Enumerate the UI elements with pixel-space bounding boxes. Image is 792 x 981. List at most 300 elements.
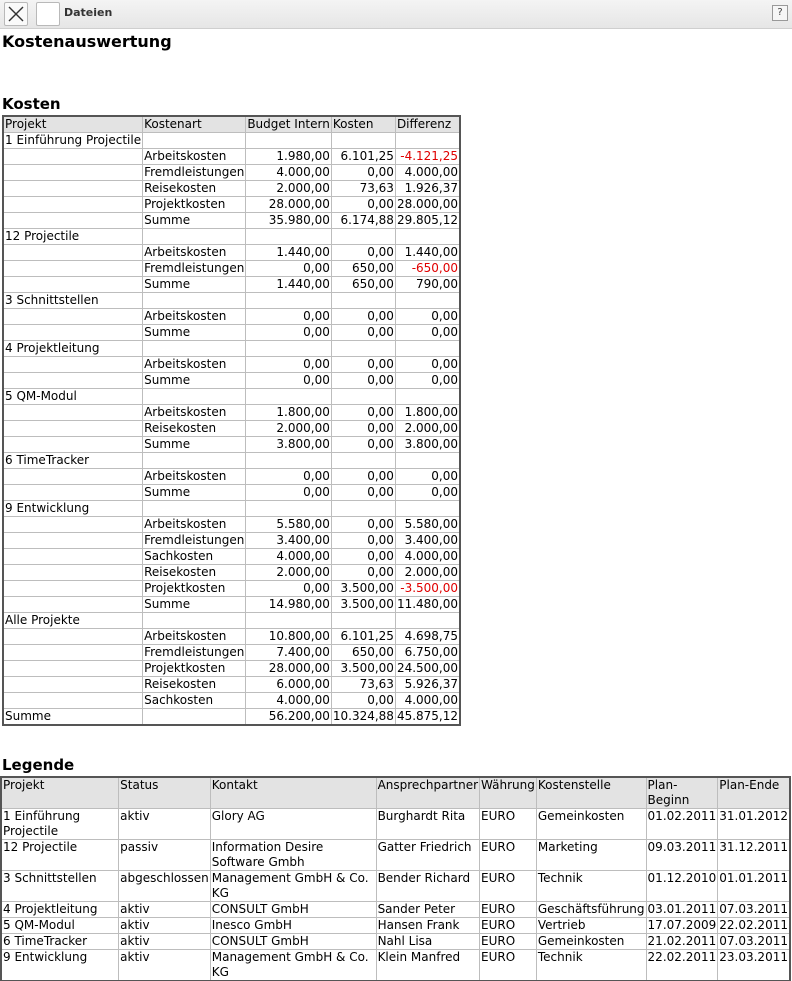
empty-cell xyxy=(143,501,246,517)
empty-cell xyxy=(395,453,459,469)
cost-type-cell: Summe xyxy=(143,277,246,293)
budget-cell: 4.000,00 xyxy=(246,165,332,181)
cost-type-cell: Fremdleistungen xyxy=(144,261,245,275)
empty-cell xyxy=(4,245,143,261)
empty-cell xyxy=(4,181,143,197)
contact-cell: Inesco GmbH xyxy=(210,918,376,934)
cost-row xyxy=(4,197,460,213)
cost-row xyxy=(4,245,460,261)
column-header: Projekt xyxy=(2,778,119,809)
column-header: Plan-Ende xyxy=(718,778,790,809)
cost-cell: 3.500,00 xyxy=(331,581,395,597)
empty-cell xyxy=(4,309,143,325)
project-name-cell: Alle Projekte xyxy=(4,613,143,629)
cost-type-cell: Summe xyxy=(143,213,246,229)
column-header: Differenz xyxy=(395,117,459,133)
empty-cell xyxy=(246,293,332,309)
cost-cell: 6.101,25 xyxy=(331,629,395,645)
budget-cell: 3.800,00 xyxy=(246,437,332,453)
empty-cell xyxy=(246,133,332,149)
budget-cell: 1.800,00 xyxy=(246,405,332,421)
total-cost-cell: 10.324,88 xyxy=(332,709,394,723)
cost-type-cell: Reisekosten xyxy=(143,181,246,197)
difference-cell: 0,00 xyxy=(395,469,459,485)
difference-cell: -3.500,00 xyxy=(395,581,459,597)
project-cell: 1 Einführung Projectile xyxy=(2,809,119,840)
column-header: Plan-Beginn xyxy=(646,778,718,809)
project-group-row xyxy=(4,501,460,517)
total-row xyxy=(4,709,460,725)
empty-cell xyxy=(4,325,143,341)
difference-cell: 4.698,75 xyxy=(395,629,459,645)
cost-row xyxy=(4,565,460,581)
empty-cell xyxy=(143,293,246,309)
cost-cell: 0,00 xyxy=(331,549,395,565)
budget-cell: 7.400,00 xyxy=(246,645,332,661)
plan-end-cell: 23.03.2011 xyxy=(718,950,790,981)
cost-cell: 0,00 xyxy=(331,325,395,341)
cost-row xyxy=(4,261,460,277)
difference-cell: 2.000,00 xyxy=(395,565,459,581)
cost-cell: 650,00 xyxy=(331,645,395,661)
budget-cell: 4.000,00 xyxy=(246,549,332,565)
budget-cell: 2.000,00 xyxy=(246,181,332,197)
toolbar xyxy=(0,0,792,29)
cost-center-cell: Technik xyxy=(536,871,646,902)
empty-cell xyxy=(4,517,143,533)
cost-type-cell: Reisekosten xyxy=(143,677,246,693)
project-cell: 12 Projectile xyxy=(2,840,119,871)
legend-row xyxy=(2,934,790,950)
cost-cell: 0,00 xyxy=(331,437,395,453)
empty-cell xyxy=(4,677,143,693)
cost-type-cell: Fremdleistungen xyxy=(144,533,245,547)
budget-cell: 0,00 xyxy=(246,485,332,501)
project-name-cell: 9 Entwicklung xyxy=(4,501,143,517)
cost-row xyxy=(4,149,460,165)
cost-type-cell: Projektkosten xyxy=(143,197,246,213)
column-header: Budget Intern xyxy=(247,117,330,131)
cost-type-cell: Reisekosten xyxy=(143,565,246,581)
currency-cell: EURO xyxy=(480,934,537,950)
cost-row xyxy=(4,469,460,485)
cost-row xyxy=(4,581,460,597)
project-name-cell: 1 Einführung Projectile xyxy=(5,133,142,147)
difference-cell: 29.805,12 xyxy=(396,213,459,227)
cost-row xyxy=(4,357,460,373)
empty-cell xyxy=(4,149,143,165)
currency-cell: EURO xyxy=(480,840,537,871)
cost-center-cell: Gemeinkosten xyxy=(536,934,646,950)
cost-cell: 0,00 xyxy=(331,565,395,581)
project-cell: 6 TimeTracker xyxy=(2,934,119,950)
contact-person-cell: Hansen Frank xyxy=(376,918,479,934)
legend-row xyxy=(2,840,790,871)
column-header: Projekt xyxy=(4,117,143,133)
legend-row xyxy=(2,809,790,840)
legend-row xyxy=(2,918,790,934)
empty-cell xyxy=(331,229,395,245)
project-name-cell: 6 TimeTracker xyxy=(4,453,143,469)
cost-row xyxy=(4,181,460,197)
difference-cell: 0,00 xyxy=(395,357,459,373)
project-group-row xyxy=(4,613,460,629)
budget-cell: 28.000,00 xyxy=(246,197,332,213)
cost-cell: 0,00 xyxy=(331,373,395,389)
empty-cell xyxy=(4,373,143,389)
empty-cell xyxy=(331,293,395,309)
contact-cell: Information Desire Software Gmbh xyxy=(210,840,376,871)
cost-cell: 0,00 xyxy=(331,197,395,213)
window-title: Dateien xyxy=(64,6,113,19)
close-icon xyxy=(7,5,25,23)
cost-cell: 0,00 xyxy=(331,357,395,373)
empty-cell xyxy=(395,501,459,517)
project-group-row xyxy=(4,341,460,357)
project-cell: 9 Entwicklung xyxy=(2,950,119,981)
cost-row xyxy=(4,677,460,693)
budget-cell: 10.800,00 xyxy=(246,629,332,645)
cost-type-cell: Fremdleistungen xyxy=(144,645,245,659)
cost-cell: 3.500,00 xyxy=(331,661,395,677)
cost-cell: 0,00 xyxy=(331,405,395,421)
budget-cell: 35.980,00 xyxy=(246,213,332,229)
cost-type-cell: Arbeitskosten xyxy=(143,405,246,421)
difference-cell: 5.926,37 xyxy=(395,677,459,693)
project-name-cell: 12 Projectile xyxy=(4,229,143,245)
project-group-row xyxy=(4,229,460,245)
cost-type-cell: Arbeitskosten xyxy=(143,357,246,373)
empty-cell xyxy=(4,261,143,277)
cost-row xyxy=(4,405,460,421)
cost-row xyxy=(4,645,460,661)
difference-cell: 1.800,00 xyxy=(395,405,459,421)
difference-cell: 0,00 xyxy=(395,485,459,501)
empty-cell xyxy=(143,229,246,245)
budget-cell: 0,00 xyxy=(246,309,332,325)
cost-type-cell: Sachkosten xyxy=(143,693,246,709)
budget-cell: 0,00 xyxy=(246,469,332,485)
empty-cell xyxy=(143,453,246,469)
contact-person-cell: Nahl Lisa xyxy=(376,934,479,950)
cost-cell: 73,63 xyxy=(331,181,395,197)
cost-type-cell: Summe xyxy=(143,485,246,501)
project-name-cell: 5 QM-Modul xyxy=(4,389,143,405)
cost-type-cell: Arbeitskosten xyxy=(143,629,246,645)
cost-row xyxy=(4,325,460,341)
empty-cell xyxy=(395,133,459,149)
cost-type-cell: Arbeitskosten xyxy=(143,517,246,533)
empty-cell xyxy=(4,661,143,677)
cost-type-cell: Arbeitskosten xyxy=(143,309,246,325)
cost-cell: 0,00 xyxy=(331,421,395,437)
empty-cell xyxy=(395,341,459,357)
empty-cell xyxy=(143,389,246,405)
difference-cell: -4.121,25 xyxy=(395,149,459,165)
legend-row xyxy=(2,871,790,902)
cost-cell: 0,00 xyxy=(331,485,395,501)
contact-person-cell: Sander Peter xyxy=(376,902,479,918)
empty-cell xyxy=(395,293,459,309)
cost-row xyxy=(4,549,460,565)
cost-cell: 6.101,25 xyxy=(331,149,395,165)
plan-start-cell: 01.12.2010 xyxy=(646,871,718,902)
cost-row xyxy=(4,629,460,645)
plan-start-cell: 22.02.2011 xyxy=(646,950,718,981)
contact-cell: Glory AG xyxy=(210,809,376,840)
status-cell: aktiv xyxy=(119,918,211,934)
budget-cell: 0,00 xyxy=(246,261,332,277)
cost-cell: 0,00 xyxy=(331,517,395,533)
budget-cell: 14.980,00 xyxy=(246,597,332,613)
difference-cell: 2.000,00 xyxy=(395,421,459,437)
cost-type-cell: Arbeitskosten xyxy=(143,245,246,261)
close-button[interactable] xyxy=(4,2,28,26)
column-header: Währung xyxy=(480,778,537,809)
project-group-row xyxy=(4,293,460,309)
kosten-header-row xyxy=(4,117,460,133)
empty-cell xyxy=(4,629,143,645)
cost-row xyxy=(4,421,460,437)
contact-person-cell: Burghardt Rita xyxy=(376,809,479,840)
legende-table xyxy=(1,777,790,981)
empty-cell xyxy=(4,213,143,229)
difference-cell: 4.000,00 xyxy=(395,165,459,181)
cost-type-cell: Fremdleistungen xyxy=(144,165,245,179)
project-cell: 5 QM-Modul xyxy=(2,918,119,934)
empty-cell xyxy=(4,581,143,597)
cost-center-cell: Gemeinkosten xyxy=(536,809,646,840)
total-budget-cell: 56.200,00 xyxy=(246,709,332,725)
cost-row xyxy=(4,485,460,501)
contact-person-cell: Bender Richard xyxy=(376,871,479,902)
empty-cell xyxy=(331,501,395,517)
column-header: Kostenstelle xyxy=(536,778,646,809)
difference-cell: 4.000,00 xyxy=(395,549,459,565)
difference-cell: 790,00 xyxy=(395,277,459,293)
legende-header-row xyxy=(2,778,790,809)
plan-end-cell: 31.12.2011 xyxy=(718,840,790,871)
contact-person-cell: Klein Manfred xyxy=(376,950,479,981)
cost-center-cell: Technik xyxy=(536,950,646,981)
cost-cell: 650,00 xyxy=(331,277,395,293)
empty-cell xyxy=(143,341,246,357)
budget-cell: 5.580,00 xyxy=(246,517,332,533)
status-cell: passiv xyxy=(119,840,211,871)
contact-cell: CONSULT GmbH xyxy=(210,934,376,950)
cost-type-cell: Arbeitskosten xyxy=(143,149,246,165)
difference-cell: 1.440,00 xyxy=(395,245,459,261)
empty-cell xyxy=(395,389,459,405)
column-header: Kosten xyxy=(331,117,395,133)
cost-type-cell: Projektkosten xyxy=(143,581,246,597)
project-group-row xyxy=(4,389,460,405)
total-label-cell: Summe xyxy=(4,709,143,725)
blank-button[interactable] xyxy=(36,2,60,26)
empty-cell xyxy=(331,613,395,629)
difference-cell: 11.480,00 xyxy=(396,597,459,611)
project-group-row xyxy=(4,453,460,469)
cost-type-cell: Summe xyxy=(143,373,246,389)
cost-cell: 73,63 xyxy=(331,677,395,693)
budget-cell: 4.000,00 xyxy=(246,693,332,709)
cost-cell: 3.500,00 xyxy=(331,597,395,613)
column-header: Ansprechpartner xyxy=(376,778,479,809)
empty-cell xyxy=(395,613,459,629)
status-cell: abgeschlossen xyxy=(119,871,211,902)
currency-cell: EURO xyxy=(480,950,537,981)
budget-cell: 3.400,00 xyxy=(246,533,332,549)
cost-row xyxy=(4,277,460,293)
plan-start-cell: 03.01.2011 xyxy=(647,902,717,916)
cost-type-cell: Summe xyxy=(143,597,246,613)
cost-center-cell: Geschäftsführung xyxy=(537,902,645,916)
empty-cell xyxy=(4,421,143,437)
cost-cell: 0,00 xyxy=(331,165,395,181)
plan-start-cell: 21.02.2011 xyxy=(647,934,717,948)
empty-cell xyxy=(246,341,332,357)
cost-row xyxy=(4,165,460,181)
budget-cell: 2.000,00 xyxy=(246,421,332,437)
budget-cell: 0,00 xyxy=(246,373,332,389)
budget-cell: 2.000,00 xyxy=(246,565,332,581)
contact-cell: CONSULT GmbH xyxy=(210,902,376,918)
legend-row xyxy=(2,902,790,918)
cost-type-cell: Projektkosten xyxy=(143,661,246,677)
plan-end-cell: 07.03.2011 xyxy=(719,902,788,916)
budget-cell: 0,00 xyxy=(246,325,332,341)
difference-cell: 4.000,00 xyxy=(395,693,459,709)
kosten-table xyxy=(3,116,460,725)
budget-cell: 0,00 xyxy=(246,357,332,373)
difference-cell: -650,00 xyxy=(395,261,459,277)
difference-cell: 0,00 xyxy=(395,325,459,341)
currency-cell: EURO xyxy=(480,902,537,918)
currency-cell: EURO xyxy=(480,809,537,840)
status-cell: aktiv xyxy=(119,809,211,840)
currency-cell: EURO xyxy=(480,871,537,902)
plan-start-cell: 09.03.2011 xyxy=(646,840,718,871)
empty-cell xyxy=(4,565,143,581)
currency-cell: EURO xyxy=(480,918,537,934)
difference-cell: 24.500,00 xyxy=(396,661,459,675)
page-title: Kostenauswertung xyxy=(2,32,172,51)
cost-cell: 0,00 xyxy=(331,533,395,549)
difference-cell: 5.580,00 xyxy=(395,517,459,533)
budget-cell: 1.980,00 xyxy=(246,149,332,165)
empty-cell xyxy=(246,613,332,629)
cost-cell: 0,00 xyxy=(331,309,395,325)
cost-type-cell: Summe xyxy=(143,325,246,341)
empty-cell xyxy=(4,645,143,661)
plan-end-cell: 01.01.2011 xyxy=(718,871,790,902)
cost-center-cell: Marketing xyxy=(536,840,646,871)
empty-cell xyxy=(143,709,246,725)
project-group-row xyxy=(4,133,460,149)
difference-cell: 1.926,37 xyxy=(395,181,459,197)
cost-row xyxy=(4,533,460,549)
difference-cell: 0,00 xyxy=(395,373,459,389)
empty-cell xyxy=(246,501,332,517)
cost-row xyxy=(4,517,460,533)
empty-cell xyxy=(4,597,143,613)
plan-start-cell: 17.07.2009 xyxy=(647,918,717,932)
cost-cell: 6.174,88 xyxy=(331,213,395,229)
cost-row xyxy=(4,437,460,453)
plan-end-cell: 22.02.2011 xyxy=(719,918,788,932)
empty-cell xyxy=(143,133,246,149)
plan-end-cell: 07.03.2011 xyxy=(719,934,788,948)
cost-row xyxy=(4,693,460,709)
empty-cell xyxy=(331,389,395,405)
empty-cell xyxy=(4,165,143,181)
empty-cell xyxy=(246,453,332,469)
plan-start-cell: 01.02.2011 xyxy=(646,809,718,840)
budget-cell: 1.440,00 xyxy=(246,245,332,261)
budget-cell: 0,00 xyxy=(246,581,332,597)
empty-cell xyxy=(4,357,143,373)
status-cell: aktiv xyxy=(119,950,211,981)
empty-cell xyxy=(331,341,395,357)
cost-row xyxy=(4,309,460,325)
budget-cell: 1.440,00 xyxy=(246,277,332,293)
project-name-cell: 3 Schnittstellen xyxy=(4,293,143,309)
cost-center-cell: Vertrieb xyxy=(536,918,646,934)
legende-heading: Legende xyxy=(2,756,75,774)
legend-row xyxy=(2,950,790,981)
empty-cell xyxy=(4,485,143,501)
kosten-heading: Kosten xyxy=(2,95,61,113)
cost-type-cell: Arbeitskosten xyxy=(143,469,246,485)
plan-end-cell: 31.01.2012 xyxy=(718,809,790,840)
contact-person-cell: Gatter Friedrich xyxy=(376,840,479,871)
cost-row xyxy=(4,661,460,677)
cost-type-cell: Summe xyxy=(143,437,246,453)
cost-type-cell: Reisekosten xyxy=(143,421,246,437)
status-cell: aktiv xyxy=(119,934,211,950)
cost-row xyxy=(4,373,460,389)
difference-cell: 3.400,00 xyxy=(395,533,459,549)
empty-cell xyxy=(4,277,143,293)
cost-cell: 0,00 xyxy=(331,693,395,709)
cost-row xyxy=(4,213,460,229)
empty-cell xyxy=(246,389,332,405)
project-cell: 4 Projektleitung xyxy=(2,902,119,918)
cost-type-cell: Sachkosten xyxy=(143,549,246,565)
contact-cell: Management GmbH & Co. KG xyxy=(210,871,376,902)
empty-cell xyxy=(4,693,143,709)
empty-cell xyxy=(331,453,395,469)
empty-cell xyxy=(4,549,143,565)
difference-cell: 3.800,00 xyxy=(395,437,459,453)
difference-cell: 0,00 xyxy=(395,309,459,325)
column-header: Kostenart xyxy=(143,117,246,133)
empty-cell xyxy=(4,197,143,213)
cost-cell: 0,00 xyxy=(331,245,395,261)
help-button[interactable]: ? xyxy=(772,5,788,21)
column-header: Kontakt xyxy=(210,778,376,809)
empty-cell xyxy=(4,437,143,453)
project-cell: 3 Schnittstellen xyxy=(2,871,119,902)
empty-cell xyxy=(395,229,459,245)
empty-cell xyxy=(143,613,246,629)
empty-cell xyxy=(246,229,332,245)
column-header: Status xyxy=(119,778,211,809)
total-difference-cell: 45.875,12 xyxy=(396,709,459,723)
empty-cell xyxy=(4,405,143,421)
status-cell: aktiv xyxy=(119,902,211,918)
contact-cell: Management GmbH & Co. KG xyxy=(210,950,376,981)
